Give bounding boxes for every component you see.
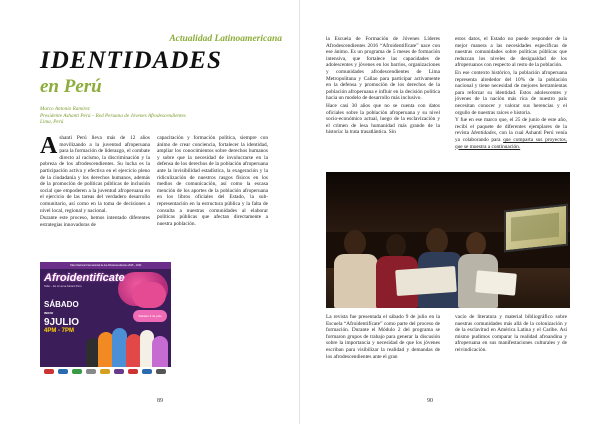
- person-head: [386, 234, 406, 258]
- right-page: [300, 0, 600, 424]
- magazine-held: [475, 270, 517, 295]
- sponsor-logo: [86, 369, 96, 374]
- poster-date-number: 9JULIO: [44, 317, 80, 328]
- person-head: [466, 232, 486, 256]
- text-run: que comparta sus proyectos, que se muestra a continuación.: [455, 136, 567, 150]
- drop-cap: A: [40, 133, 58, 159]
- poster-tagline: Taller – Es el Lema Ashanti Perú: [44, 285, 82, 288]
- projection-screen: [504, 204, 568, 253]
- magazine-name: Identidades: [471, 130, 496, 137]
- paragraph: estos datos, el Estado no puede responder de la mejor manera a las necesidades específicas de nuestras comunidades sobre políticas públicas que reduzcan los niveles de desigualdad de los afroperuanos con respecto al resto de la población.: [455, 36, 567, 69]
- group-photo: [326, 172, 570, 308]
- event-poster-image: [40, 262, 171, 376]
- page-number: 90: [427, 398, 433, 404]
- right-column-4: [455, 314, 567, 355]
- author-name: Marco Antonio Ramírez: [40, 106, 90, 112]
- section-kicker: Actualidad Latinoamericana: [169, 34, 282, 44]
- poster-brand: Afroidentifícate: [44, 272, 125, 284]
- paragraph: capacitación y formación política, siempre con ánimo de crear conciencia, fortalecer la identidad, ampliar los conocimientos sobre derechos humanos y sobre que la necesidad de involucrarse en la defensa de los derechos de la población afroperuana ante la invisibilidad estadística, la exageración y la ridiculización de nuestros rasgos físicos en los medios de comunicación, así como la escasa mención de los aportes de la población afroperuana en los libros oficiales del Estado, la sub-representación en la estructura pública y la falta de consulta a nuestras comunidades al elaborar políticas públicas que afectan directamente a nuestra población.: [157, 135, 268, 227]
- left-column-1: [40, 135, 150, 229]
- person-figure: [112, 328, 127, 368]
- poster-people-group: [82, 318, 171, 368]
- sponsor-logo: [44, 369, 54, 374]
- text-run: , con la cual Ashanti Perú venía ya colaborando para: [455, 130, 567, 143]
- person-head: [344, 230, 366, 256]
- paragraph: shanti Perú lleva más de 12 años movilizando a la juventud afroperuana para la formación de liderazgo, el combate directo al racismo, la discriminación y la pobreza de los afrodescendientes. Su lucha es la participación activa y efectiva en el ejercicio pleno de la ciudadanía y los derechos humanos, además de la promoción de políticas públicas de inclusión social que empoderen a la juventud afroperuana en el ejercicio de las tareas del verdadero desarrollo comunitario, así como en la toma de decisiones a nivel local, regional y nacional.: [40, 135, 150, 214]
- sponsor-logo: [156, 369, 166, 374]
- page-number: 89: [157, 398, 163, 404]
- paragraph: vacío de literatura y material bibliográfico sobre nuestras comunidades más allá de la colonización y de la esclavitud en América Latina y el Caribe. Así mismo pudimos comparar la realidad afroandina y afroperuana en sus manifestaciones culturales y de reivindicación.: [455, 314, 567, 353]
- article-subtitle: en Perú: [40, 76, 102, 97]
- person-head: [426, 228, 448, 254]
- poster-badge: Sábado 9 de julio: [133, 310, 167, 322]
- sponsor-logo: [58, 369, 68, 374]
- sponsor-logo: [72, 369, 82, 374]
- sponsor-logo: [100, 369, 110, 374]
- byline: [40, 106, 240, 126]
- person-body: [334, 254, 378, 308]
- article-title: IDENTIDADES: [40, 47, 222, 74]
- paragraph: la Escuela de Formación de Jóvenes Líderes Afrodescendientes 2016 “Afroidentifícate” nace con ese ánimo. Es un programa de 5 meses de formación intensiva, que fortalece las capacidades de adolescentes y jóvenes en los barrios, organizaciones y comunidades afrodescendientes de Lima Metropolitana y Callao para participar activamente en la defensa y promoción de los derechos de la población afroperuana e influir en la decisión política hacia un modelo de desarrollo más inclusivo.: [326, 36, 440, 102]
- poster-date-prefix: INICIO: [44, 311, 54, 315]
- paragraph: [455, 117, 567, 150]
- text-run: 25 de junio de este año, recibí el paquete de diferentes ejemplares de la revista: [455, 117, 567, 137]
- author-role: Presidente Ashanti Perú – Red Peruana de Jóvenes Afrodescendientes: [40, 112, 186, 119]
- magazine-held: [395, 266, 457, 296]
- text-run: Y fue en ese marco que, el: [455, 117, 516, 124]
- left-column-2: [157, 135, 268, 228]
- sponsor-logo: [128, 369, 138, 374]
- paragraph: La revista fue presentada el sábado 9 de julio en la Escuela “Afroidentifícate” como parte del proceso de formación. Durante el Módulo 2 del programa se formaron grupos de trabajo para generar la discusión sobre la importancia y necesidad de que los jóvenes escriban para visibilizar la realidad y demandas de los afrodescendientes ante el gran: [326, 314, 440, 360]
- paragraph: Durante este proceso, hemos intentado diferentes estrategias innovadoras de: [40, 215, 150, 228]
- right-column-2: [455, 36, 567, 151]
- sponsor-logo: [142, 369, 152, 374]
- paragraph: En ese contexto histórico, la población afroperuana representa alrededor del 10% de la población nacional y tiene necesidad de mejores herramientas para reforzar su identidad. Estos adolescentes y jóvenes de la nación más rica de nuestro país necesitan conocer y valorar sus herencias y el orgullo de nuestras raíces e historia.: [455, 69, 567, 116]
- poster-logo-strip: [40, 367, 171, 376]
- poster-date: [44, 300, 79, 327]
- poster-time: 4PM - 7PM: [44, 328, 75, 334]
- author-location: Lima, Perú: [40, 119, 64, 125]
- right-column-1: [326, 36, 440, 137]
- sponsor-logo: [114, 369, 124, 374]
- paragraph: Hace casi 30 años que no se cuenta con datos oficiales sobre la población afroperuana y su nivel socio-económico actual, luego de la esclavización y el crimen de lesa humanidad más grande de la historia: la trata trasatlántica. Sin: [326, 102, 440, 136]
- poster-day: SÁBADO: [44, 300, 79, 309]
- right-column-3: [326, 314, 440, 361]
- poster-header-text: Taller Nacional Internacional de los Afrodescendientes 2015 – 2024: [70, 264, 142, 267]
- person-figure: [152, 336, 168, 368]
- poster-cloud-graphic: [132, 282, 166, 308]
